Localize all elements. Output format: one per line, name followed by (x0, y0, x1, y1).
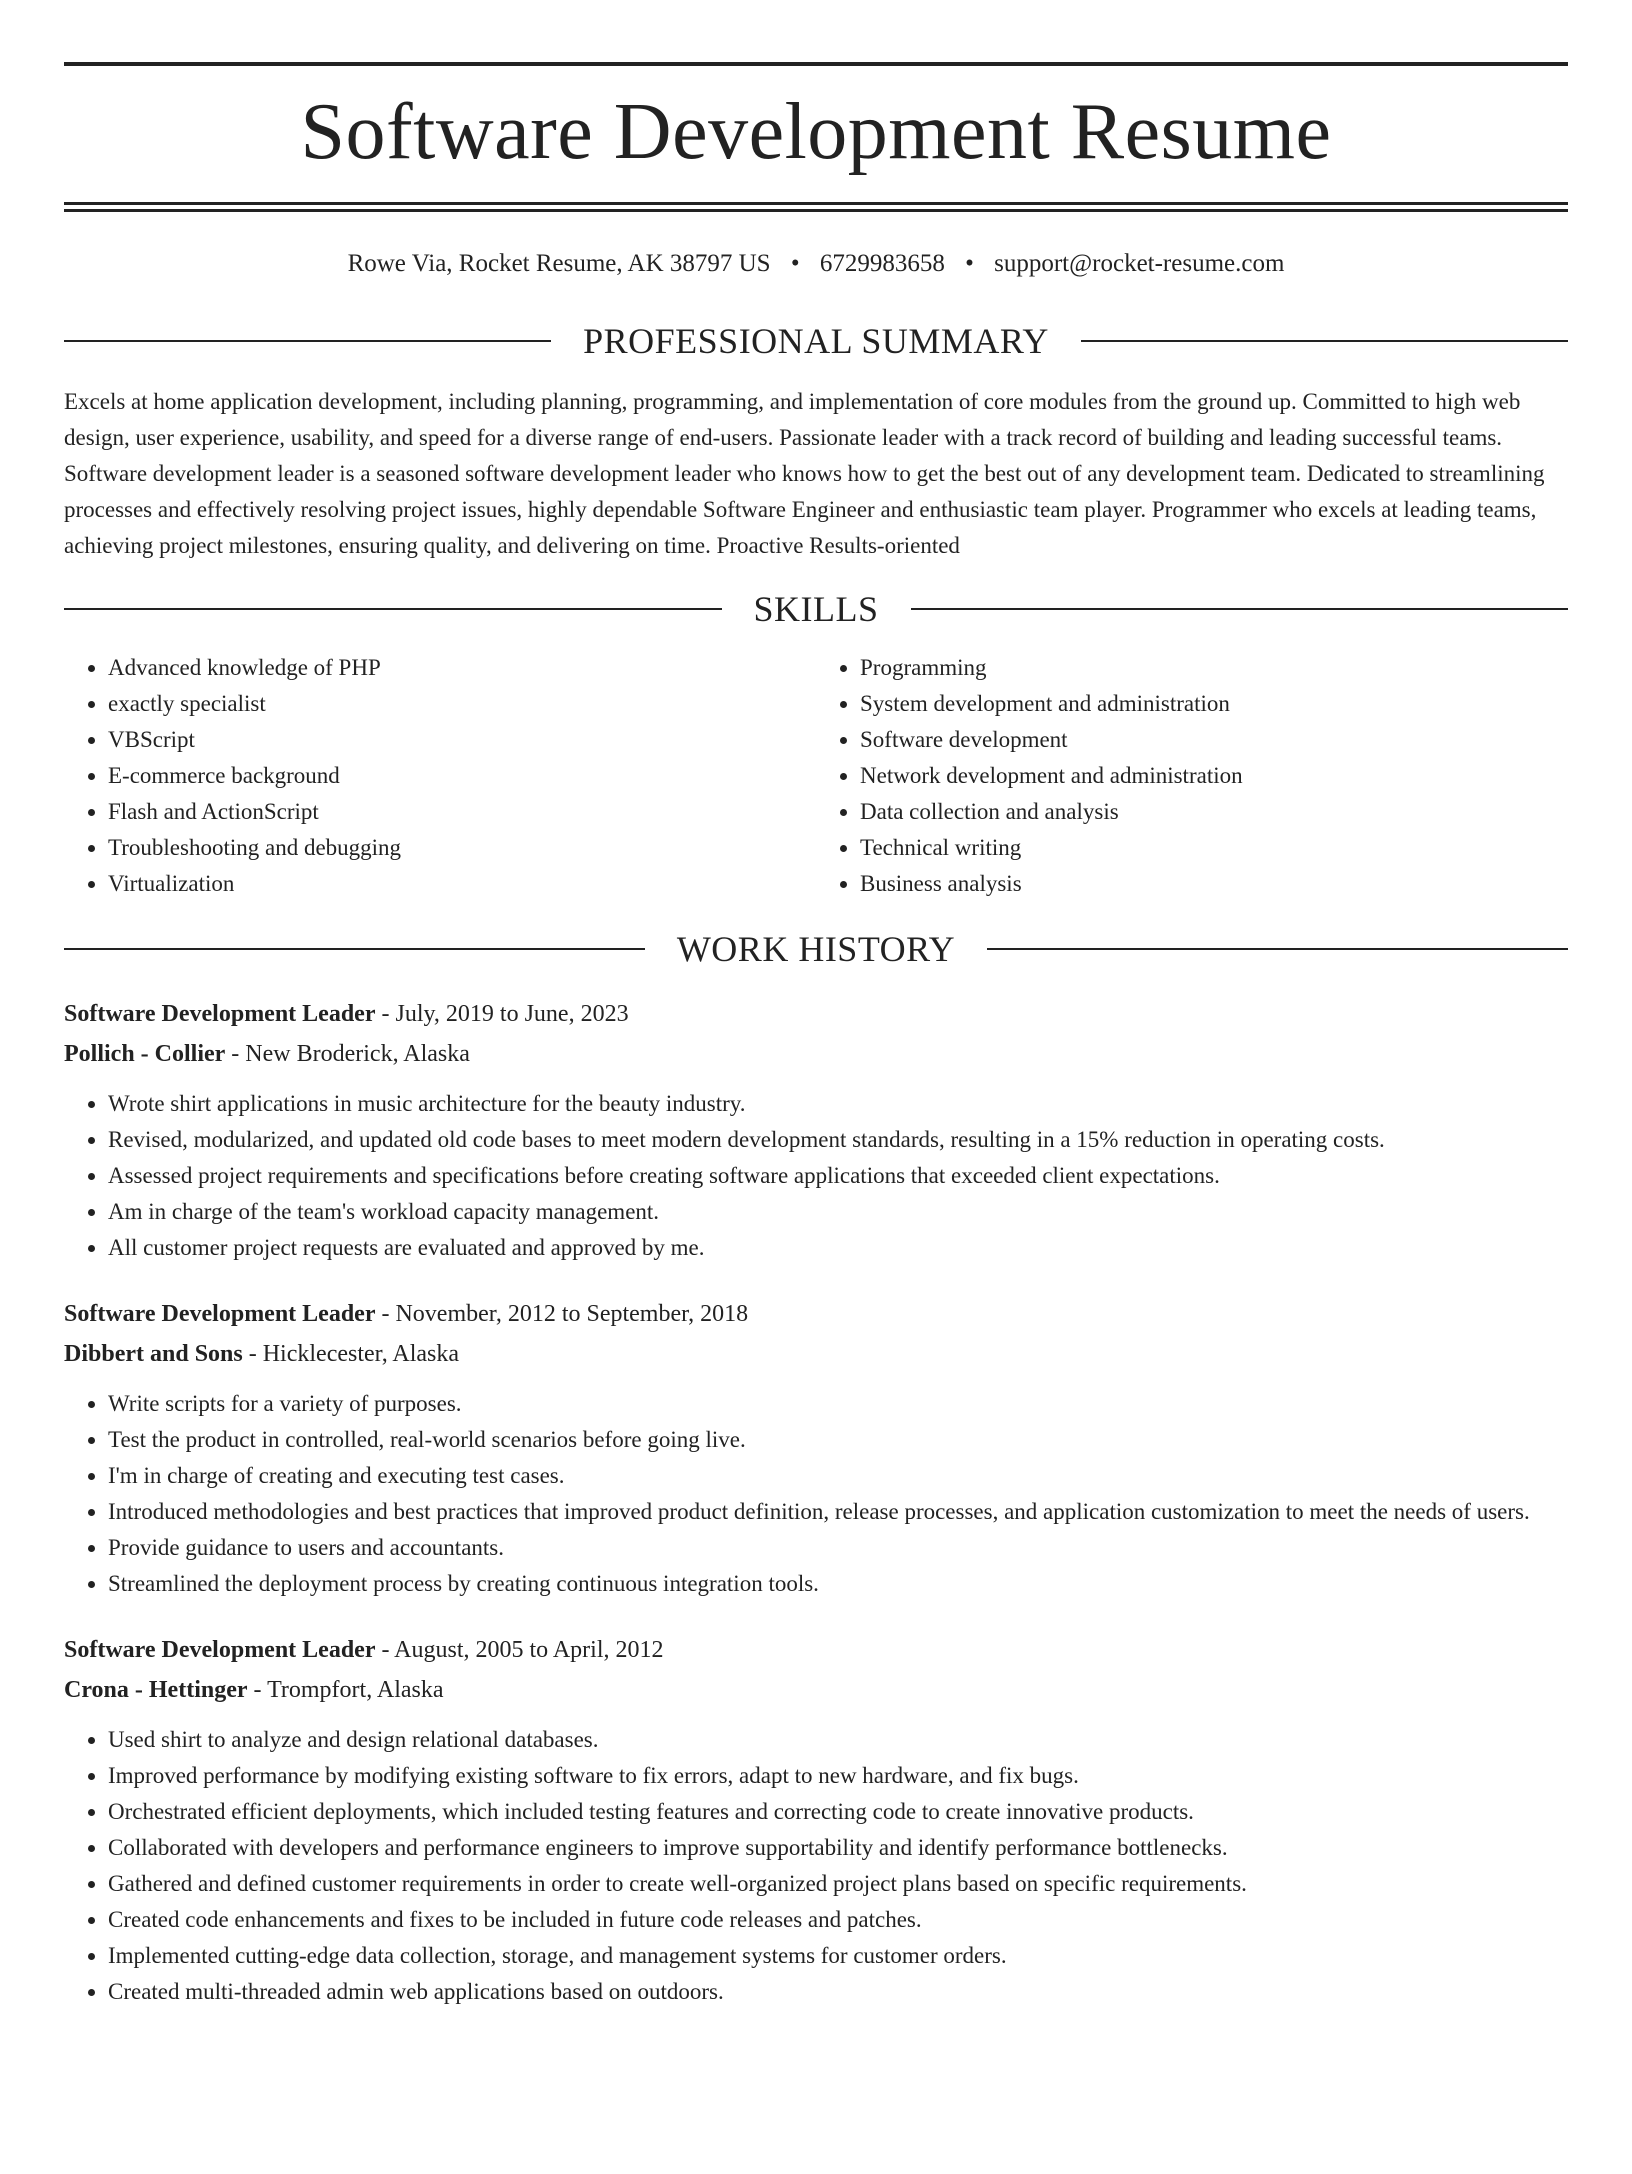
job-title-line (64, 994, 1568, 1034)
work-history (64, 994, 1568, 2010)
skill-item: • VBScript (108, 722, 816, 758)
contact-email: support@rocket-resume.com (994, 250, 1285, 277)
job-bullets (64, 1722, 1568, 2010)
heading-rule-right (987, 948, 1568, 950)
job-bullet: • Streamlined the deployment process by creating continuous integration tools. (108, 1566, 1568, 1602)
skills-column-left (64, 650, 816, 902)
job-bullet: • Assessed project requirements and specifications before creating software applications that exceeded client expectations. (108, 1158, 1568, 1194)
skills-heading (64, 588, 1568, 630)
job-bullet: • Created multi-threaded admin web applications based on outdoors. (108, 1974, 1568, 2010)
heading-rule-left (64, 608, 722, 610)
heading-rule-left (64, 948, 645, 950)
job-dates: - November, 2012 to September, 2018 (375, 1301, 749, 1327)
contact-separator: • (965, 250, 974, 277)
professional-summary: Excels at home application development, including planning, programming, and implementation of core modules from the ground up. Committed to high web design, user experience, usability, and speed for a diverse range of end-users. Passionate leader with a track record of building and leading successful teams. Software development leader is a seasoned software development leader who knows how to get the best out of any development team. Dedicated to streamlining processes and effectively resolving project issues, highly dependable Software Engineer and enthusiastic team player. Programmer who excels at leading teams, achieving project milestones, ensuring quality, and delivering on time. Proactive Results-oriented (64, 389, 1545, 558)
job-bullet: • Orchestrated efficient deployments, which included testing features and correcting code to create innovative products. (108, 1794, 1568, 1830)
job-bullet: • Used shirt to analyze and design relational databases. (108, 1722, 1568, 1758)
job-bullets (64, 1086, 1568, 1266)
job-company: Crona - Hettinger (64, 1677, 248, 1703)
job-bullet: • Created code enhancements and fixes to be included in future code releases and patches. (108, 1902, 1568, 1938)
job-bullet: • Collaborated with developers and performance engineers to improve supportability and identify performance bottlenecks. (108, 1830, 1568, 1866)
contact-phone: 6729983658 (819, 250, 945, 277)
job-bullets (64, 1386, 1568, 1602)
job-company-line (64, 1034, 1568, 1074)
summary-heading-label: PROFESSIONAL SUMMARY (583, 321, 1049, 361)
skill-item: • E-commerce background (108, 758, 816, 794)
job-company-line (64, 1670, 1568, 1710)
job-dates: - July, 2019 to June, 2023 (375, 1001, 629, 1027)
job-entry (64, 994, 1568, 1266)
job-company: Pollich - Collier (64, 1041, 226, 1067)
skill-item: • System development and administration (860, 686, 1568, 722)
skill-item: • Flash and ActionScript (108, 794, 816, 830)
heading-rule-right (911, 608, 1569, 610)
job-title-line (64, 1630, 1568, 1670)
skill-item: • Advanced knowledge of PHP (108, 650, 816, 686)
job-entry (64, 1294, 1568, 1602)
job-title: Software Development Leader (64, 1637, 376, 1663)
job-bullet: • Introduced methodologies and best practices that improved product definition, release processes, and application customization to meet the needs of users. (108, 1494, 1568, 1530)
contact-line (64, 248, 1568, 280)
job-title-line (64, 1294, 1568, 1334)
skill-item: • Technical writing (860, 830, 1568, 866)
work-history-heading (64, 928, 1568, 970)
job-bullet: • I'm in charge of creating and executing test cases. (108, 1458, 1568, 1494)
skill-item: • Troubleshooting and debugging (108, 830, 816, 866)
skill-item: • Business analysis (860, 866, 1568, 902)
resume-page (0, 62, 1632, 2174)
skill-item: • Data collection and analysis (860, 794, 1568, 830)
job-company: Dibbert and Sons (64, 1341, 243, 1367)
job-company-line (64, 1334, 1568, 1374)
skills-column-right (816, 650, 1568, 902)
skill-item: • Software development (860, 722, 1568, 758)
heading-rule-right (1081, 340, 1568, 342)
skill-item: • Programming (860, 650, 1568, 686)
job-entry (64, 1630, 1568, 2010)
job-location: - Hicklecester, Alaska (242, 1341, 460, 1367)
heading-rule-left (64, 340, 551, 342)
job-bullet: • Improved performance by modifying existing software to fix errors, adapt to new hardware, and fix bugs. (108, 1758, 1568, 1794)
skill-item: • Virtualization (108, 866, 816, 902)
work-history-heading-label: WORK HISTORY (676, 929, 956, 969)
contact-separator: • (790, 250, 800, 277)
job-bullet: • Test the product in controlled, real-world scenarios before going live. (108, 1422, 1568, 1458)
job-bullet: • All customer project requests are evaluated and approved by me. (108, 1230, 1568, 1266)
job-bullet: • Wrote shirt applications in music architecture for the beauty industry. (108, 1086, 1568, 1122)
summary-heading (64, 320, 1568, 362)
top-rule (64, 62, 1568, 66)
skill-item: • Network development and administration (860, 758, 1568, 794)
job-location: - New Broderick, Alaska (225, 1041, 470, 1067)
job-title: Software Development Leader (64, 1301, 376, 1327)
job-bullet: • Am in charge of the team's workload capacity management. (108, 1194, 1568, 1230)
job-location: - Trompfort, Alaska (247, 1677, 444, 1703)
skills-heading-label: SKILLS (753, 589, 879, 629)
skill-item: • exactly specialist (108, 686, 816, 722)
job-bullet: • Write scripts for a variety of purposes. (108, 1386, 1568, 1422)
contact-address: Rowe Via, Rocket Resume, AK 38797 US (347, 250, 771, 277)
job-bullet: • Implemented cutting-edge data collection, storage, and management systems for customer orders. (108, 1938, 1568, 1974)
title-double-rule (64, 202, 1568, 212)
skills-list (64, 650, 1568, 902)
job-bullet: • Gathered and defined customer requirements in order to create well-organized project plans based on specific requirements. (108, 1866, 1568, 1902)
resume-title: Software Development Resume (300, 88, 1332, 176)
job-title: Software Development Leader (64, 1001, 376, 1027)
job-dates: - August, 2005 to April, 2012 (375, 1637, 664, 1663)
job-bullet: • Provide guidance to users and accountants. (108, 1530, 1568, 1566)
job-bullet: • Revised, modularized, and updated old code bases to meet modern development standards, resulting in a 15% reduction in operating costs. (108, 1122, 1568, 1158)
